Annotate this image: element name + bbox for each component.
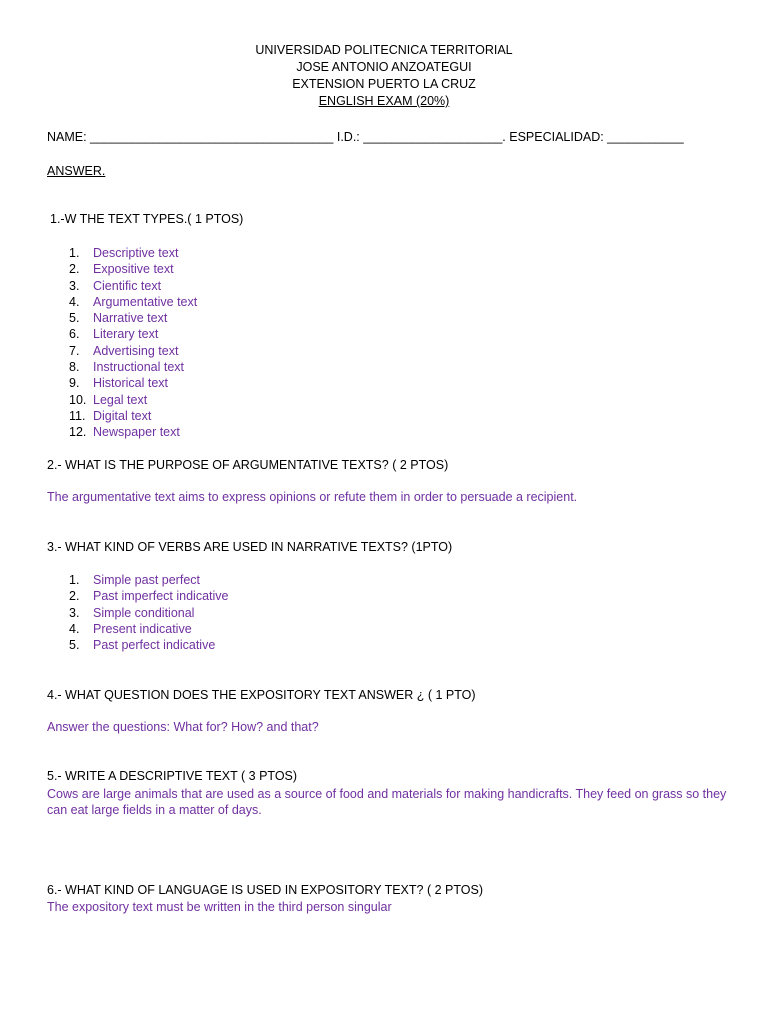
header-extension: EXTENSION PUERTO LA CRUZ (292, 77, 476, 91)
list-item (69, 588, 228, 604)
list-item (69, 261, 197, 277)
question-5: 5.- WRITE A DESCRIPTIVE TEXT ( 3 PTOS) (47, 769, 298, 783)
list-item (69, 343, 197, 359)
list-number: 1. (69, 573, 80, 587)
list-number: 3. (69, 605, 80, 620)
list-text: Past imperfect indicative (93, 589, 229, 604)
exam-title: ENGLISH EXAM (20%) (318, 94, 450, 108)
list-number: 2. (69, 262, 80, 277)
header-university: UNIVERSIDAD POLITECNICA TERRITORIAL (255, 43, 513, 57)
list-number: 8. (69, 360, 80, 375)
list-number: 1. (69, 246, 80, 260)
list-text: Literary text (93, 327, 159, 342)
list-item (69, 326, 197, 342)
list-number: 6. (69, 327, 80, 342)
list-item (69, 294, 197, 310)
list-text: Instructional text (93, 360, 185, 375)
list-item (69, 359, 197, 375)
answer-2: The argumentative text aims to express opinions or refute them in order to persuade a recipient. (47, 490, 578, 504)
question-1: 1.-W THE TEXT TYPES.( 1 PTOS) (50, 212, 244, 226)
list-text: Argumentative text (93, 294, 198, 309)
list-number: 11. (69, 408, 86, 423)
list-item (69, 424, 197, 440)
list-item (69, 572, 228, 588)
header-campus-name: JOSE ANTONIO ANZOATEGUI (296, 60, 472, 74)
q1-answer-list (69, 245, 197, 441)
list-item (69, 605, 228, 621)
question-3: 3.- WHAT KIND OF VERBS ARE USED IN NARRATIVE TEXTS? (1PTO) (47, 540, 453, 554)
list-text: Historical text (93, 376, 169, 391)
list-text: Present indicative (93, 621, 192, 636)
question-4: 4.- WHAT QUESTION DOES THE EXPOSITORY TEXT ANSWER ¿ ( 1 PTO) (47, 688, 476, 702)
list-item (69, 637, 228, 653)
list-item (69, 408, 197, 424)
question-2: 2.- WHAT IS THE PURPOSE OF ARGUMENTATIVE TEXTS? ( 2 PTOS) (47, 458, 449, 472)
list-item (69, 621, 228, 637)
answer-6: The expository text must be written in the third person singular (47, 900, 392, 914)
list-text: Past perfect indicative (93, 638, 216, 653)
list-text: Simple conditional (93, 605, 195, 620)
list-text: Newspaper text (93, 425, 180, 440)
list-text: Descriptive text (93, 246, 179, 260)
list-text: Narrative text (93, 311, 168, 326)
list-text: Cientific text (93, 278, 162, 293)
list-text: Legal text (93, 392, 148, 407)
list-item (69, 375, 197, 391)
list-text: Digital text (93, 408, 152, 423)
list-number: 5. (69, 638, 80, 653)
list-number: 2. (69, 589, 80, 604)
list-number: 7. (69, 343, 80, 358)
list-number: 3. (69, 278, 80, 293)
list-number: 5. (69, 311, 80, 326)
list-number: 10. (69, 392, 87, 407)
list-number: 9. (69, 376, 80, 391)
list-text: Advertising text (93, 343, 179, 358)
list-item (69, 245, 197, 261)
student-fields-line: NAME: ___________________________________ I.D.: ____________________. ESPECIALIDAD: ___________ (47, 130, 684, 144)
list-number: 4. (69, 294, 80, 309)
list-number: 12. (69, 425, 87, 440)
list-item (69, 278, 197, 294)
question-6: 6.- WHAT KIND OF LANGUAGE IS USED IN EXPOSITORY TEXT? ( 2 PTOS) (47, 883, 483, 897)
list-item (69, 310, 197, 326)
answer-4: Answer the questions: What for? How? and that? (47, 720, 319, 734)
list-text: Expositive text (93, 262, 174, 277)
q3-answer-list (69, 572, 228, 653)
list-number: 4. (69, 621, 80, 636)
answer-label: ANSWER. (47, 164, 106, 178)
list-text: Simple past perfect (93, 573, 200, 587)
list-item (69, 392, 197, 408)
answer-5: Cows are large animals that are used as a source of food and materials for making handicrafts. They feed on grass so they can eat large fields in a matter of days. (47, 787, 727, 818)
